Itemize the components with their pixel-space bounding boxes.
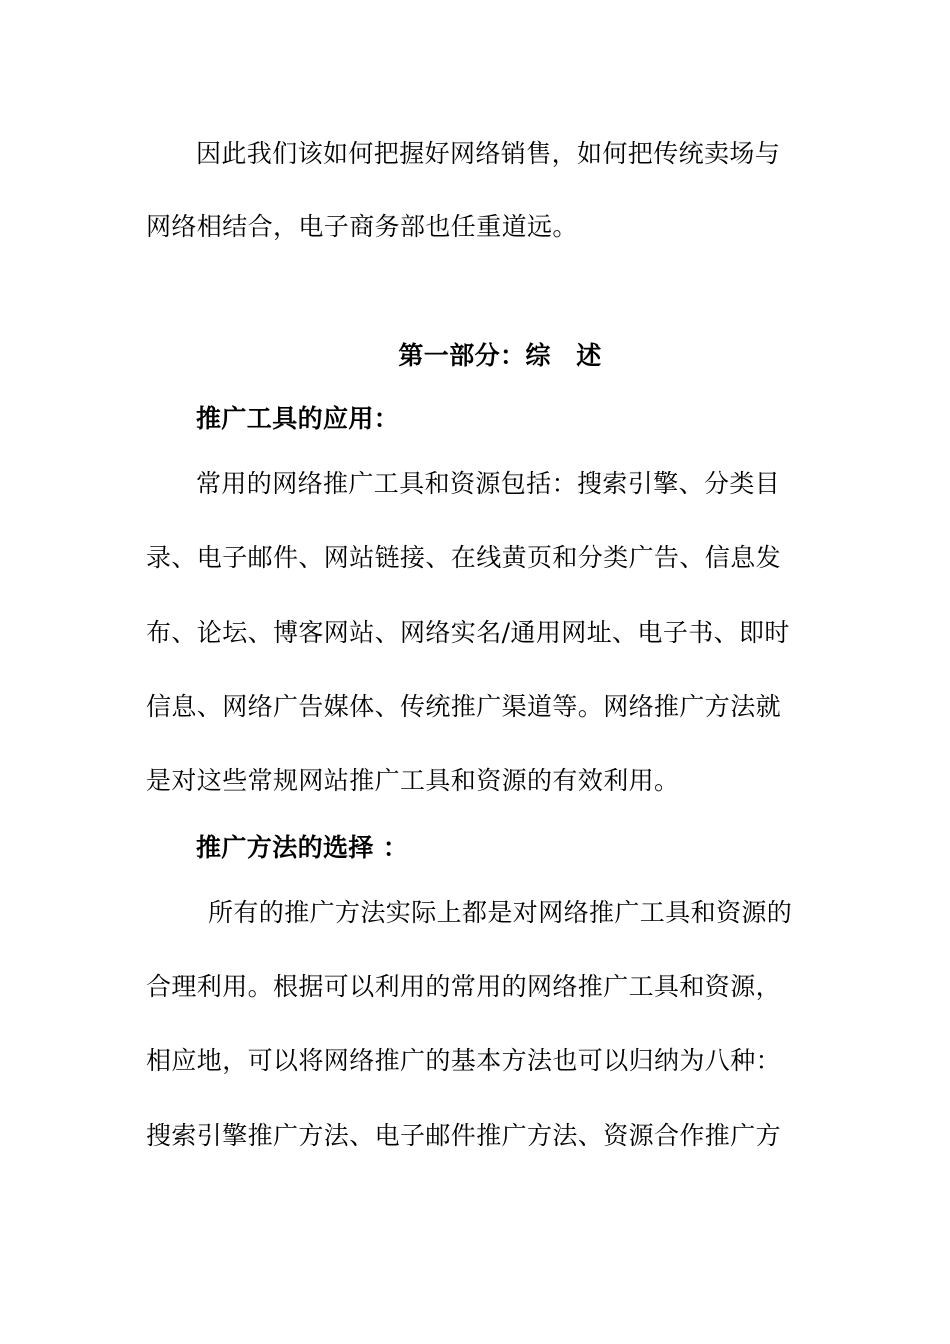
intro-line-2: 网络相结合，电子商务部也任重道远。 [146,212,578,241]
paragraph-line: 相应地，可以将网络推广的基本方法也可以归纳为八种： [146,1046,782,1075]
paragraph-line: 是对这些常规网站推广工具和资源的有效利用。 [146,766,680,795]
intro-line-1: 因此我们该如何把握好网络销售，如何把传统卖场与 [196,139,781,168]
paragraph-line: 所有的推广方法实际上都是对网络推广工具和资源的 [208,898,793,927]
paragraph-line: 搜索引擎推广方法、电子邮件推广方法、资源合作推广方 [146,1121,782,1150]
paragraph-line: 布、论坛、博客网站、网络实名/通用网址、电子书、即时 [146,618,790,647]
subsection-heading-tools: 推广工具的应用： [196,404,400,433]
paragraph-line: 常用的网络推广工具和资源包括：搜索引擎、分类目 [196,469,781,498]
paragraph-line: 信息、网络广告媒体、传统推广渠道等。网络推广方法就 [146,692,782,721]
paragraph-line: 录、电子邮件、网站链接、在线黄页和分类广告、信息发 [146,543,782,572]
section-title: 第一部分：综 述 [398,341,602,370]
paragraph-line: 合理利用。根据可以利用的常用的网络推广工具和资源， [146,972,782,1001]
subsection-heading-methods: 推广方法的选择 ： [196,833,409,862]
